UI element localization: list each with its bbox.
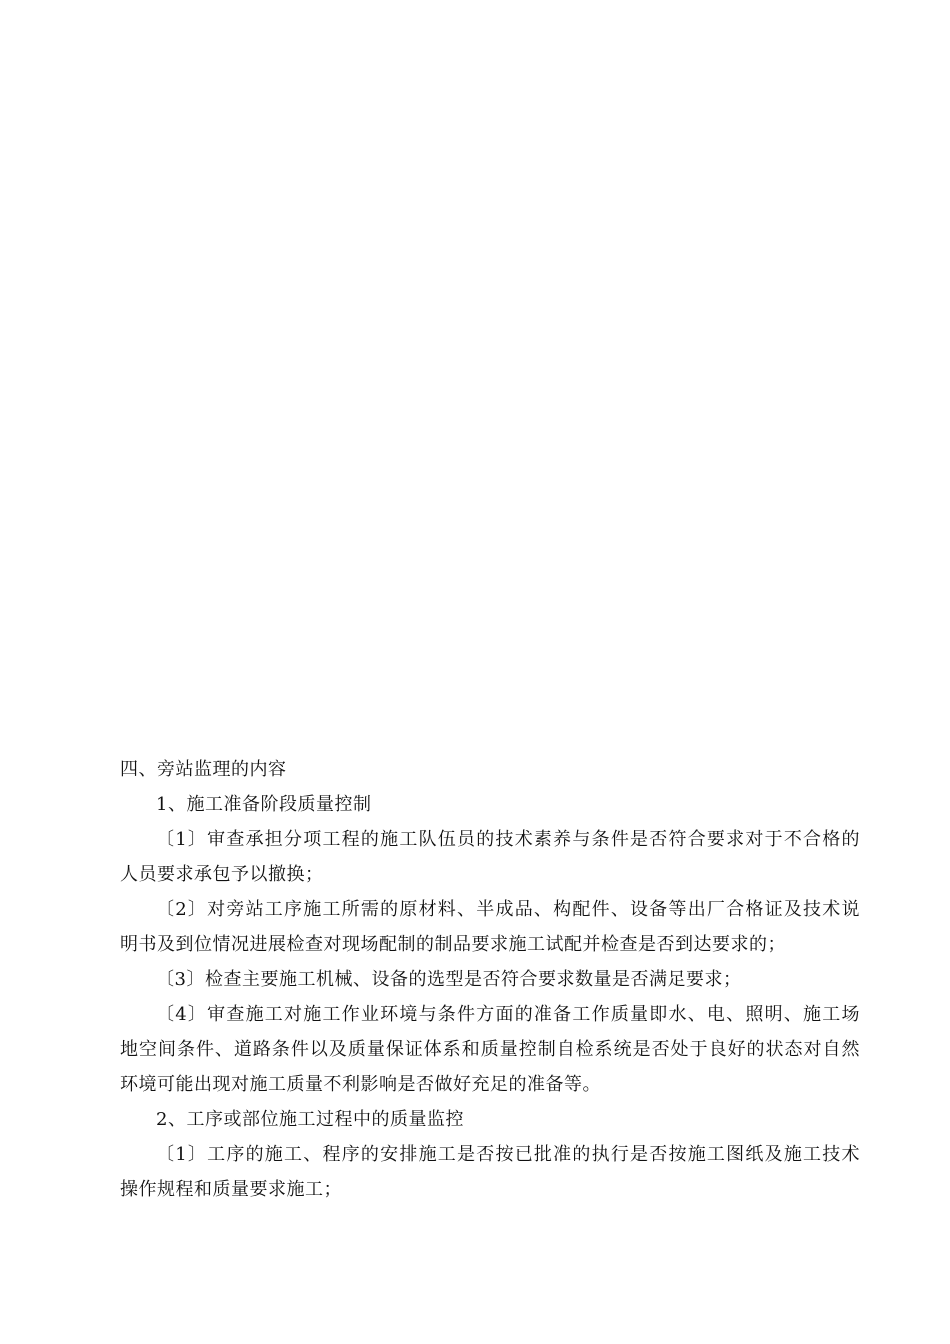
- paragraph-4-line-3: 环境可能出现对施工质量不利影响是否做好充足的准备等。: [120, 1074, 601, 1095]
- paragraph-3-line-1: 〔3〕检查主要施工机械、设备的选型是否符合要求数量是否满足要求；: [156, 969, 742, 990]
- paragraph-1-line-2: 人员要求承包予以撤换；: [120, 864, 324, 885]
- paragraph-2-line-2: 明书及到位情况进展检查对现场配制的制品要求施工试配并检查是否到达要求的；: [120, 934, 786, 955]
- section-heading: 四、旁站监理的内容: [120, 759, 287, 780]
- paragraph-4-line-1: 〔4〕审查施工对施工作业环境与条件方面的准备工作质量即水、电、照明、施工场: [156, 1004, 860, 1025]
- document-body: [120, 752, 860, 1207]
- paragraph-5-line-1: 〔1〕工序的施工、程序的安排施工是否按已批准的执行是否按施工图纸及施工技术: [156, 1144, 860, 1165]
- paragraph-2-line-1: 〔2〕对旁站工序施工所需的原材料、半成品、构配件、设备等出厂合格证及技术说: [156, 899, 860, 920]
- subsection-heading-1: 1、施工准备阶段质量控制: [156, 794, 372, 815]
- paragraph-5-line-2: 操作规程和质量要求施工；: [120, 1179, 342, 1200]
- paragraph-4-line-2: 地空间条件、道路条件以及质量保证体系和质量控制自检系统是否处于良好的状态对自然: [120, 1039, 860, 1060]
- subsection-heading-2: 2、工序或部位施工过程中的质量监控: [156, 1109, 464, 1130]
- paragraph-1-line-1: 〔1〕审查承担分项工程的施工队伍员的技术素养与条件是否符合要求对于不合格的: [156, 829, 860, 850]
